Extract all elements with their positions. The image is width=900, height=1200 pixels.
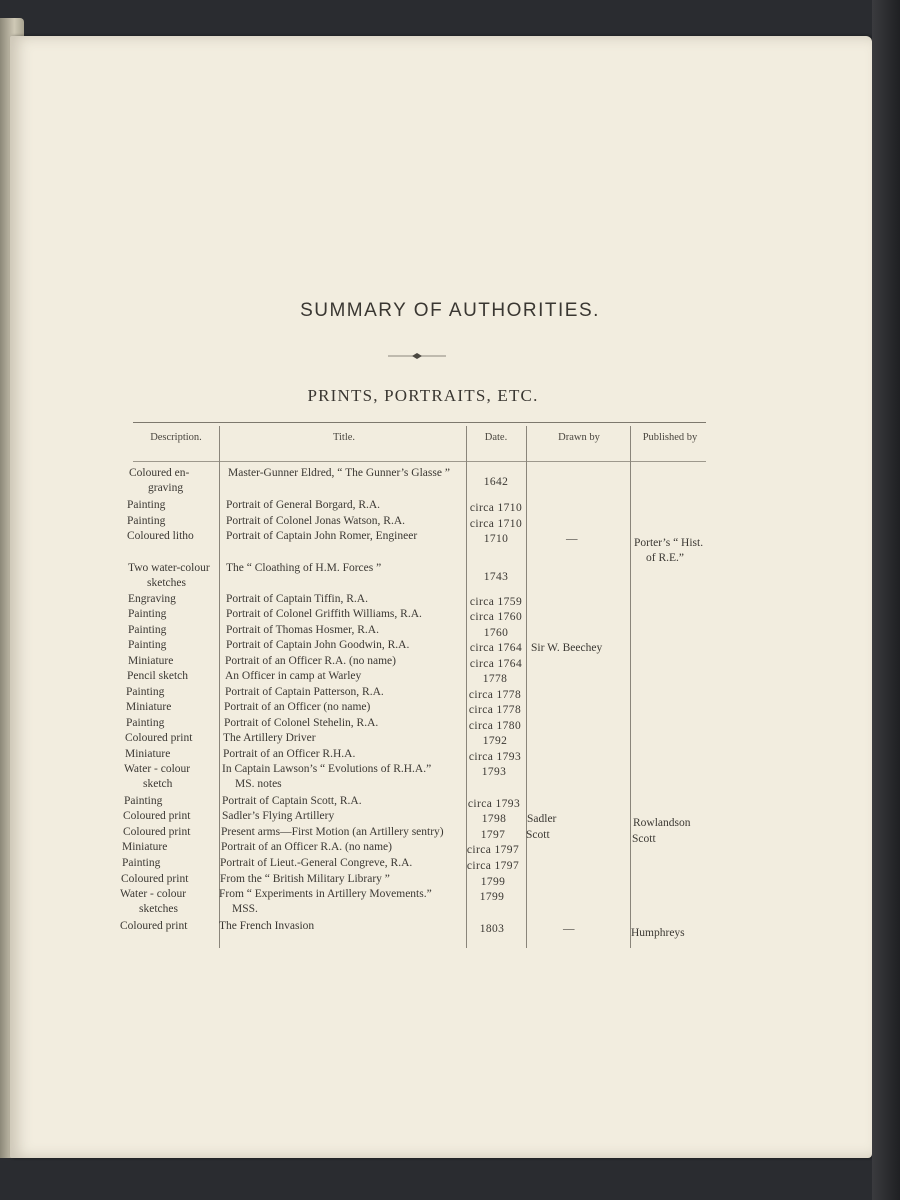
row-title: The “ Cloathing of H.M. Forces ” — [226, 562, 382, 574]
row-published-by: Porter’s “ Hist. — [634, 537, 704, 549]
header-title: Title. — [332, 432, 356, 443]
row-title: Portrait of Colonel Griffith Williams, R.A. — [226, 608, 422, 620]
row-title: From “ Experiments in Artillery Movements.” — [219, 888, 432, 900]
row-date: 1798 — [481, 813, 507, 825]
row-title: MSS. — [232, 903, 258, 915]
row-description: sketches — [147, 577, 186, 589]
row-description: Engraving — [128, 593, 176, 605]
row-title: Portrait of an Officer R.A. (no name) — [225, 655, 396, 667]
row-description: Painting — [128, 624, 167, 636]
row-description: Painting — [126, 717, 165, 729]
header-description: Description. — [150, 432, 202, 443]
page-title: SUMMARY OF AUTHORITIES. — [300, 300, 600, 321]
row-description: Coloured print — [123, 826, 191, 838]
row-date: circa 1760 — [469, 611, 523, 623]
column-divider — [630, 426, 631, 948]
row-description: Miniature — [122, 841, 168, 853]
row-title: Present arms—First Motion (an Artillery sentry) — [221, 826, 444, 838]
book-binding-edge — [872, 0, 900, 1200]
row-title: Portrait of an Officer R.H.A. — [223, 748, 356, 760]
row-title: Portrait of Thomas Hosmer, R.A. — [226, 624, 379, 636]
row-date: circa 1793 — [468, 751, 522, 763]
row-title: Portrait of Captain Tiffin, R.A. — [226, 593, 368, 605]
row-date: circa 1759 — [469, 596, 523, 608]
row-title: Sadler’s Flying Artillery — [222, 810, 335, 822]
row-title: Portrait of an Officer R.A. (no name) — [221, 841, 392, 853]
row-description: Miniature — [128, 655, 174, 667]
row-description: Painting — [126, 686, 165, 698]
row-title: MS. notes — [235, 778, 282, 790]
row-date: 1792 — [482, 735, 508, 747]
row-date: circa 1710 — [469, 502, 523, 514]
row-date: 1642 — [483, 476, 509, 488]
row-title: Master-Gunner Eldred, “ The Gunner’s Glasse ” — [228, 467, 450, 479]
row-date: 1778 — [482, 673, 508, 685]
row-description: Coloured print — [121, 873, 189, 885]
row-title: An Officer in camp at Warley — [225, 670, 362, 682]
row-date: circa 1778 — [468, 689, 522, 701]
row-drawn-by: Sadler — [527, 813, 557, 825]
row-title: Portrait of Captain Scott, R.A. — [222, 795, 362, 807]
row-published-by: of R.E.” — [646, 552, 685, 564]
row-date: 1797 — [480, 829, 506, 841]
row-description: Painting — [127, 499, 166, 511]
row-description: Miniature — [126, 701, 172, 713]
row-date: circa 1797 — [466, 844, 520, 856]
row-description: Coloured print — [123, 810, 191, 822]
row-published-by: Humphreys — [631, 927, 685, 939]
row-date: circa 1764 — [469, 642, 523, 654]
row-description: graving — [148, 482, 184, 494]
row-title: Portrait of Colonel Jonas Watson, R.A. — [226, 515, 406, 527]
row-title: The French Invasion — [219, 920, 315, 932]
row-description: Coloured print — [125, 732, 193, 744]
row-description: Coloured print — [120, 920, 188, 932]
row-title: The Artillery Driver — [223, 732, 316, 744]
row-title: From the “ British Military Library ” — [220, 873, 390, 885]
row-date: circa 1778 — [468, 704, 522, 716]
header-date: Date. — [484, 432, 508, 443]
row-title: Portrait of Captain John Goodwin, R.A. — [226, 639, 410, 651]
row-title: In Captain Lawson’s “ Evolutions of R.H.A.” — [222, 763, 432, 775]
row-description: Painting — [128, 639, 167, 651]
row-description: Miniature — [125, 748, 171, 760]
row-date: circa 1710 — [469, 518, 523, 530]
row-description: Coloured en- — [129, 467, 190, 479]
row-description: Water - colour — [120, 888, 187, 900]
row-description: Painting — [128, 608, 167, 620]
row-description: Water - colour — [124, 763, 191, 775]
row-title: Portrait of an Officer (no name) — [224, 701, 371, 713]
row-description: Painting — [127, 515, 166, 527]
row-drawn-by: — — [563, 923, 575, 935]
row-date: circa 1764 — [469, 658, 523, 670]
row-date: 1799 — [480, 876, 506, 888]
row-date: 1760 — [483, 627, 509, 639]
row-date: circa 1780 — [468, 720, 522, 732]
row-title: Portrait of Lieut.-General Congreve, R.A. — [220, 857, 413, 869]
row-date: circa 1797 — [466, 860, 520, 872]
row-description: sketch — [143, 778, 173, 790]
table-top-rule — [133, 422, 706, 423]
row-drawn-by: Sir W. Beechey — [531, 642, 603, 654]
row-description: Painting — [124, 795, 163, 807]
row-title: Portrait of Captain John Romer, Engineer — [226, 530, 418, 542]
row-date: 1793 — [481, 766, 507, 778]
row-description: Two water-colour — [128, 562, 210, 574]
row-date: 1799 — [479, 891, 505, 903]
row-date: 1803 — [479, 923, 505, 935]
row-description: Coloured litho — [127, 530, 194, 542]
row-published-by: Rowlandson — [633, 817, 691, 829]
header-published-by: Published by — [642, 432, 698, 443]
row-date: 1743 — [483, 571, 509, 583]
row-description: Pencil sketch — [127, 670, 188, 682]
row-date: 1710 — [483, 533, 509, 545]
row-description: sketches — [139, 903, 178, 915]
row-title: Portrait of Captain Patterson, R.A. — [225, 686, 384, 698]
row-published-by: Scott — [632, 833, 656, 845]
section-subtitle: PRINTS, PORTRAITS, ETC. — [307, 386, 539, 405]
header-drawn-by: Drawn by — [558, 432, 600, 443]
row-drawn-by: — — [566, 533, 578, 545]
row-title: Portrait of General Borgard, R.A. — [226, 499, 381, 511]
row-date: circa 1793 — [467, 798, 521, 810]
row-drawn-by: Scott — [526, 829, 550, 841]
row-description: Painting — [122, 857, 161, 869]
row-title: Portrait of Colonel Stehelin, R.A. — [224, 717, 379, 729]
divider-ornament — [388, 352, 446, 360]
